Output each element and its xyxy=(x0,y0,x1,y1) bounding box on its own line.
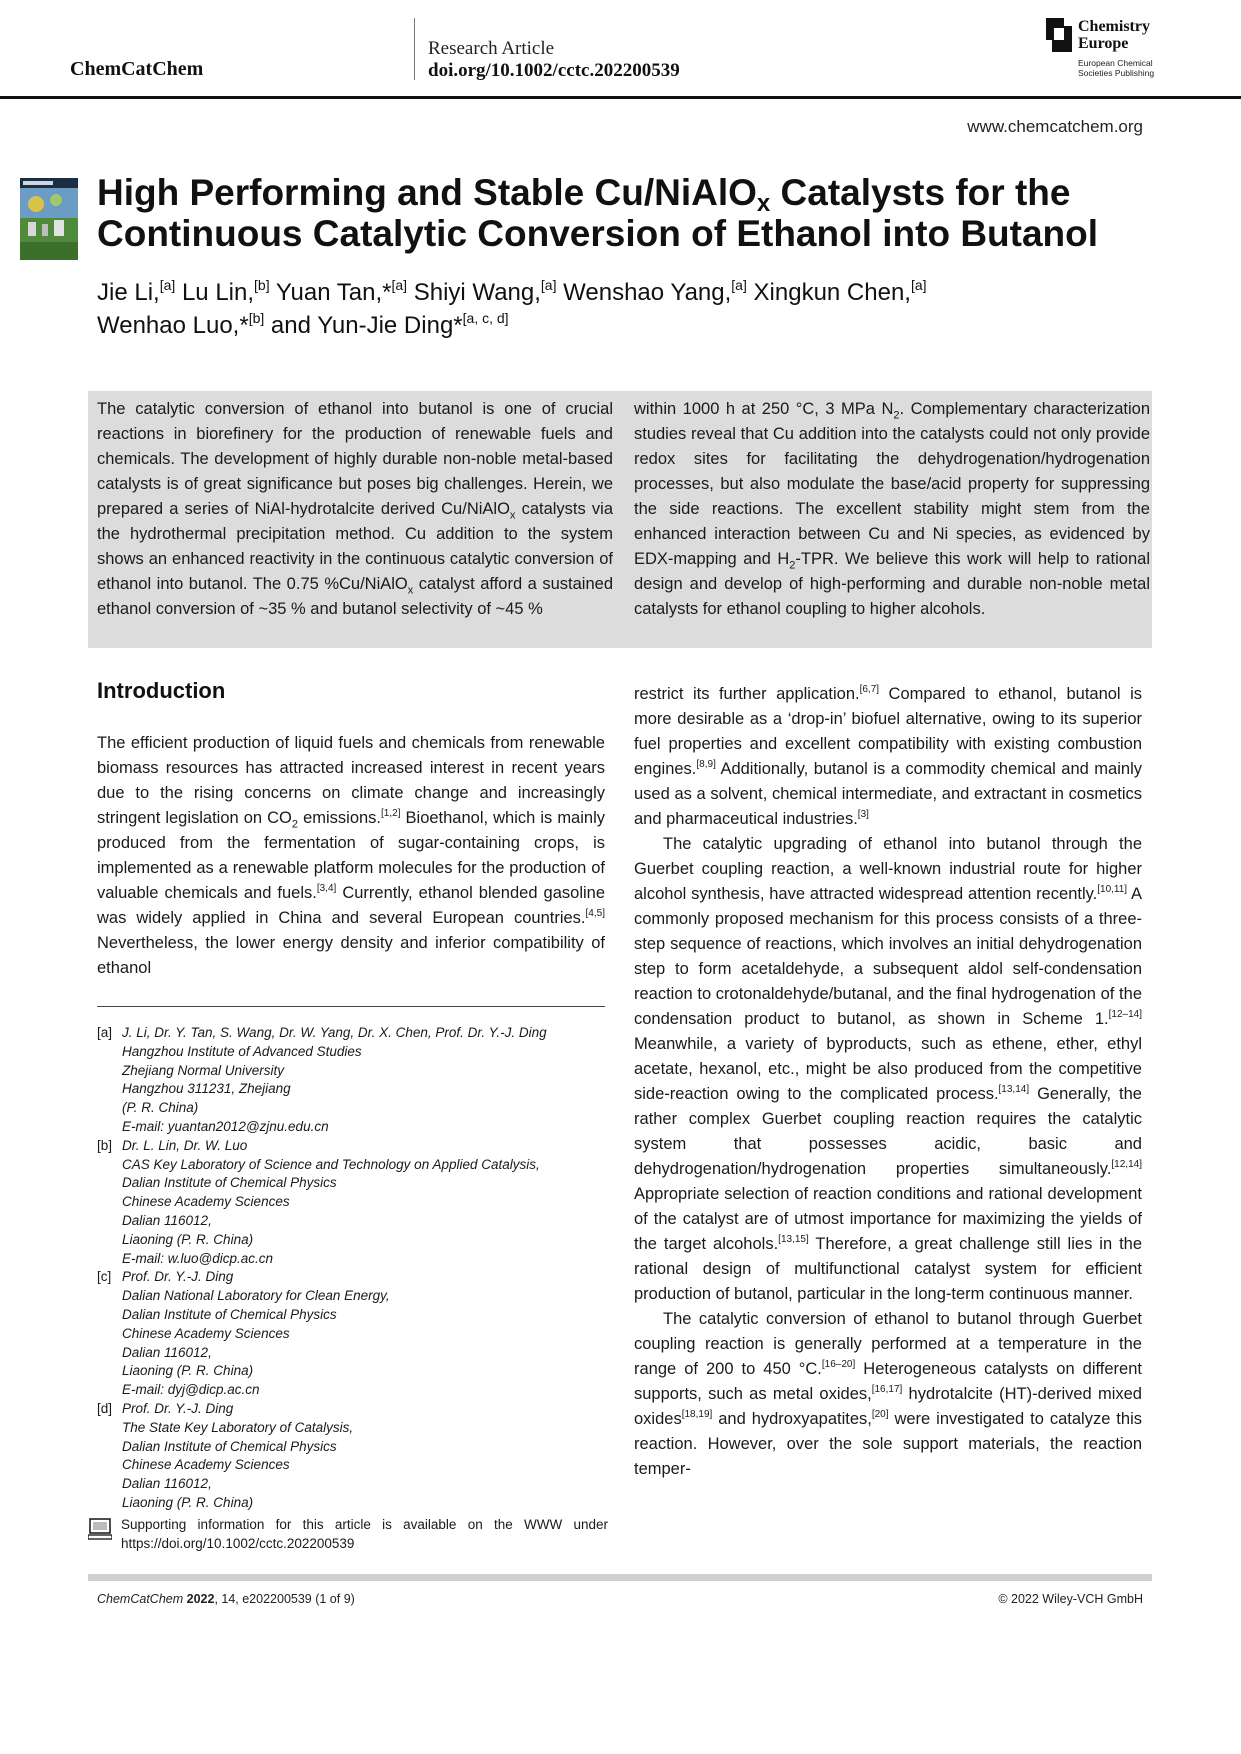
abstract-left-column xyxy=(97,397,613,622)
supporting-info-text[interactable]: Supporting information for this article is available on the WWW under https://doi.org/10.1002/cctc.202200539 xyxy=(121,1517,608,1551)
title-line1-subscript: x xyxy=(756,190,771,217)
publisher-name xyxy=(1078,18,1150,52)
abstract-box xyxy=(88,391,1152,648)
footnote-line: Prof. Dr. Y.-J. Ding xyxy=(122,1400,234,1416)
footnote-line: Chinese Academy Sciences xyxy=(122,1457,290,1473)
abstract-text: catalyst afford a sustained ethanol conversion of ~35 % and butanol selectivity of ~45 % xyxy=(97,575,614,618)
footnote-lines xyxy=(122,1400,353,1513)
author-affiliation: [a] xyxy=(731,277,747,293)
citation-ref[interactable]: [10,11] xyxy=(1097,884,1128,895)
body-text: emissions. xyxy=(298,809,382,827)
footnote-line: Prof. Dr. Y.-J. Ding xyxy=(122,1269,234,1285)
footnote-divider xyxy=(97,1006,605,1007)
author-affiliation: [a] xyxy=(391,277,408,293)
citation-ref[interactable]: [3,4] xyxy=(316,883,337,894)
author-name: Wenshao Yang, xyxy=(556,279,732,306)
abstract-subscript: 2 xyxy=(789,559,796,572)
intro-paragraph xyxy=(634,832,1142,1307)
abstract-text: . Complementary characterization studies reveal that Cu addition into the catalysts could not only provide redox sites for facilitating the dehydrogenation/hydrogenation processes, but also modulate the base/acid property for suppressing the side reactions. The excellent stability might stem from the enhanced interaction between Cu and Ni species, as evidenced by EDX-mapping and H xyxy=(634,400,1150,568)
footnote-tag: [d] xyxy=(97,1400,113,1416)
footnote-lines xyxy=(122,1024,547,1137)
citation-ref[interactable]: [16–20] xyxy=(821,1359,856,1370)
citation-ref[interactable]: [4,5] xyxy=(585,908,605,919)
footnote-line: Dalian Institute of Chemical Physics xyxy=(122,1306,337,1322)
abstract-text: The catalytic conversion of ethanol into butanol is one of crucial reactions in biorefinery for the production of renewable fuels and chemicals. The development of highly durable non-noble metal-based catalysts is of great significance but poses big challenges. Herein, we prepared a series of NiAl-hydrotalcite derived Cu/NiAlO xyxy=(97,400,613,518)
abstract-text: -TPR. We believe this work will help to rational design and develop of high-performing and durable non-noble metal catalysts for ethanol coupling to higher alcohols. xyxy=(634,550,1151,618)
body-text: Appropriate selection of reaction conditions and rational development of the catalyst are of utmost importance for maximizing the yields of the target alcohols. xyxy=(634,1185,1142,1253)
body-text: Bioethanol, which is mainly produced from the fermentation of sugar-containing crops, is implemented as a renewable platform molecules for the production of valuable chemicals and fuels. xyxy=(97,809,605,902)
footer-citation xyxy=(97,1592,355,1606)
intro-paragraph xyxy=(634,1307,1142,1482)
footnote-line: Chinese Academy Sciences xyxy=(122,1194,290,1210)
footnote-line: Hangzhou 311231, Zhejiang xyxy=(122,1081,291,1097)
footnote-line: Hangzhou Institute of Advanced Studies xyxy=(122,1043,362,1059)
author-affiliation: [a] xyxy=(540,277,557,293)
author-line-1 xyxy=(97,276,1077,309)
footer-copyright: © 2022 Wiley-VCH GmbH xyxy=(998,1592,1143,1606)
publisher-sub-line1: European Chemical xyxy=(1078,58,1153,68)
publisher-name-line1: Chemistry xyxy=(1078,18,1150,35)
footnote-tag: [a] xyxy=(97,1025,113,1040)
footnote-d xyxy=(97,1400,617,1513)
body-subscript: 2 xyxy=(291,818,299,831)
citation-ref[interactable]: [13,15] xyxy=(778,1234,809,1245)
article-doi[interactable]: doi.org/10.1002/cctc.202200539 xyxy=(428,60,680,81)
citation-ref[interactable]: [3] xyxy=(857,809,869,820)
footnote-lines xyxy=(122,1137,540,1269)
author-name: Xingkun Chen, xyxy=(746,279,911,306)
footnote-line: Liaoning (P. R. China) xyxy=(122,1363,254,1379)
footnote-b xyxy=(97,1137,617,1269)
footnote-line: Dr. L. Lin, Dr. W. Luo xyxy=(122,1137,248,1153)
footnote-line: Zhejiang Normal University xyxy=(122,1062,285,1078)
footnote-a xyxy=(97,1024,617,1137)
supporting-info-note xyxy=(88,1516,608,1556)
author-name: Yuan Tan,* xyxy=(269,279,392,306)
abstract-subscript: x xyxy=(509,509,516,522)
title-line-1 xyxy=(97,172,1157,217)
citation-ref[interactable]: [1,2] xyxy=(381,808,401,819)
author-list xyxy=(97,276,1077,342)
abstract-text: within 1000 h at 250 °C, 3 MPa N xyxy=(634,400,894,418)
journal-website[interactable]: www.chemcatchem.org xyxy=(967,117,1143,136)
author-affiliation: [a] xyxy=(910,277,927,293)
footnote-line: Dalian Institute of Chemical Physics xyxy=(122,1438,337,1454)
citation-ref[interactable]: [6,7] xyxy=(859,684,880,695)
citation-ref[interactable]: [18,19] xyxy=(681,1409,713,1420)
citation-ref[interactable]: [12,14] xyxy=(1111,1159,1142,1170)
intro-paragraph xyxy=(97,731,605,981)
citation-ref[interactable]: [20] xyxy=(871,1409,889,1420)
title-line-2: Continuous Catalytic Conversion of Ethanol into Butanol xyxy=(97,213,1099,254)
citation-ref[interactable]: [12–14] xyxy=(1108,1009,1142,1020)
abstract-subscript: 2 xyxy=(893,409,900,422)
footnote-line: CAS Key Laboratory of Science and Technology on Applied Catalysis, xyxy=(122,1156,540,1172)
body-text: Compared to ethanol, butanol is more desirable as a ‘drop-in’ biofuel alternative, owing to its superior fuel properties and excellent compatibility with existing combustion engines. xyxy=(634,685,1142,778)
body-text: Nevertheless, the lower energy density and inferior compatibility of ethanol xyxy=(97,934,605,977)
header-rule xyxy=(0,96,1241,99)
author-affiliation: [b] xyxy=(248,310,265,326)
body-text: A commonly proposed mechanism for this process consists of a three-step sequence of reactions, which involves an initial dehydrogenation step to form acetaldehyde, a subsequent aldol self-condensation reaction to crotonaldehyde/butanal, and the final hydrogenation of the condensation product to butanol, as shown in Scheme 1. xyxy=(634,885,1142,1028)
body-text: The catalytic upgrading of ethanol into butanol through the Guerbet coupling reaction, a well-known industrial route for higher alcohol synthesis, have attracted widespread attention recently. xyxy=(634,835,1142,903)
footer-year: 2022 xyxy=(186,1592,215,1606)
abstract-subscript: x xyxy=(407,584,414,597)
body-text: Meanwhile, a variety of byproducts, such as ethene, ether, ethyl acetate, hexanol, etc., might be also produced from the competitive side-reaction owing to the complicated process. xyxy=(634,1035,1142,1103)
footnote-line: (P. R. China) xyxy=(122,1100,199,1116)
footnote-line: Dalian National Laboratory for Clean Energy, xyxy=(122,1288,390,1304)
journal-name: ChemCatChem xyxy=(70,58,204,80)
footer-journal: ChemCatChem xyxy=(97,1592,184,1606)
footnote-c xyxy=(97,1268,617,1400)
author-name: Lu Lin, xyxy=(175,279,255,306)
intro-left-column xyxy=(97,731,605,981)
article-title xyxy=(97,172,1157,254)
body-text: Additionally, butanol is a commodity chemical and mainly used as a solvent, chemical intermediate, and extractant in cosmetics and pharmaceutical industries. xyxy=(634,760,1142,828)
author-name: Shiyi Wang, xyxy=(407,279,541,306)
publisher-sub-line2: Societies Publishing xyxy=(1078,68,1155,78)
abstract-right-column xyxy=(634,397,1150,622)
footnote-tag: [c] xyxy=(97,1269,112,1285)
publisher-name-line2: Europe xyxy=(1078,35,1129,52)
footnote-line: Dalian Institute of Chemical Physics xyxy=(122,1175,337,1191)
body-text: The catalytic conversion of ethanol to butanol through Guerbet coupling reaction is generally performed at a temperature in the range of 200 to 450 °C. xyxy=(634,1310,1142,1378)
footnote-line: Liaoning (P. R. China) xyxy=(122,1494,254,1510)
citation-ref[interactable]: [13,14] xyxy=(998,1084,1030,1095)
footnote-email[interactable]: E-mail: yuantan2012@zjnu.edu.cn xyxy=(122,1118,329,1134)
footer-bar xyxy=(88,1574,1152,1581)
computer-icon xyxy=(88,1518,112,1540)
body-text: Therefore, a great challenge still lies in the rational design of multifunctional catalyst system for efficient production of butanol, particular in the long-term continuous manner. xyxy=(634,1235,1143,1303)
author-affiliation: [a, c, d] xyxy=(462,310,509,326)
article-type: Research Article xyxy=(428,38,555,59)
intro-right-column xyxy=(634,682,1142,1482)
title-line1-post: Catalysts for the xyxy=(770,172,1071,213)
footnote-line: Dalian 116012, xyxy=(122,1476,212,1492)
journal-cover-thumbnail xyxy=(20,178,78,260)
body-text: Currently, ethanol blended gasoline was widely applied in China and several European countries. xyxy=(97,884,605,927)
body-text: were investigated to catalyze this reaction. However, over the sole support materials, the reaction temper- xyxy=(634,1410,1142,1478)
section-title-introduction: Introduction xyxy=(97,678,226,703)
body-text: and hydroxyapatites, xyxy=(712,1410,872,1428)
publisher-logo[interactable] xyxy=(1046,18,1196,84)
footnote-line: Dalian 116012, xyxy=(122,1344,212,1360)
body-text: restrict its further application. xyxy=(634,685,860,703)
header-divider xyxy=(414,18,415,80)
body-text: Heterogeneous catalysts on different supports, such as metal oxides, xyxy=(634,1360,1142,1403)
author-name: Wenhao Luo,* xyxy=(97,312,249,339)
chemistry-europe-logo-icon xyxy=(1046,18,1072,52)
footnote-email[interactable]: E-mail: dyj@dicp.ac.cn xyxy=(122,1382,260,1398)
author-affiliation: [a] xyxy=(159,277,176,293)
body-text: Generally, the rather complex Guerbet coupling reaction requires the catalytic system that possesses acidic, basic and dehydrogenation/hydrogenation properties simultaneously. xyxy=(634,1085,1142,1178)
author-line-2 xyxy=(97,309,1077,342)
author-name: and Yun-Jie Ding* xyxy=(264,312,463,339)
body-text: hydrotalcite (HT)-derived mixed oxides xyxy=(634,1385,1142,1428)
footnote-email[interactable]: E-mail: w.luo@dicp.ac.cn xyxy=(122,1250,274,1266)
footnote-line: The State Key Laboratory of Catalysis, xyxy=(122,1419,354,1435)
affiliation-footnotes xyxy=(97,1024,617,1513)
intro-paragraph xyxy=(634,682,1142,832)
citation-ref[interactable]: [8,9] xyxy=(696,759,716,770)
footnote-tag: [b] xyxy=(97,1137,113,1153)
author-affiliation: [b] xyxy=(254,277,270,293)
footnote-line: J. Li, Dr. Y. Tan, S. Wang, Dr. W. Yang, Dr. X. Chen, Prof. Dr. Y.-J. Ding xyxy=(122,1025,547,1040)
footnote-line: Liaoning (P. R. China) xyxy=(122,1231,254,1247)
footnote-line: Dalian 116012, xyxy=(122,1212,212,1228)
title-line1-pre: High Performing and Stable Cu/NiAlO xyxy=(97,172,757,213)
abstract-text: catalysts via the hydrothermal precipitation method. Cu addition to the system shows an enhanced reactivity in the continuous catalytic conversion of ethanol into butanol. The 0.75 %Cu/NiAlO xyxy=(97,500,614,593)
footnote-line: Chinese Academy Sciences xyxy=(122,1325,290,1341)
citation-ref[interactable]: [16,17] xyxy=(871,1384,903,1395)
publisher-subtitle xyxy=(1078,58,1154,78)
footer-volume-pages: , 14, e202200539 (1 of 9) xyxy=(214,1592,355,1606)
footnote-lines xyxy=(122,1268,390,1400)
body-text: The efficient production of liquid fuels and chemicals from renewable biomass resources has attracted increased interest in recent years due to the rising concerns on climate change and increasingly stringent legislation on CO xyxy=(97,734,605,827)
author-name: Jie Li, xyxy=(97,279,160,306)
